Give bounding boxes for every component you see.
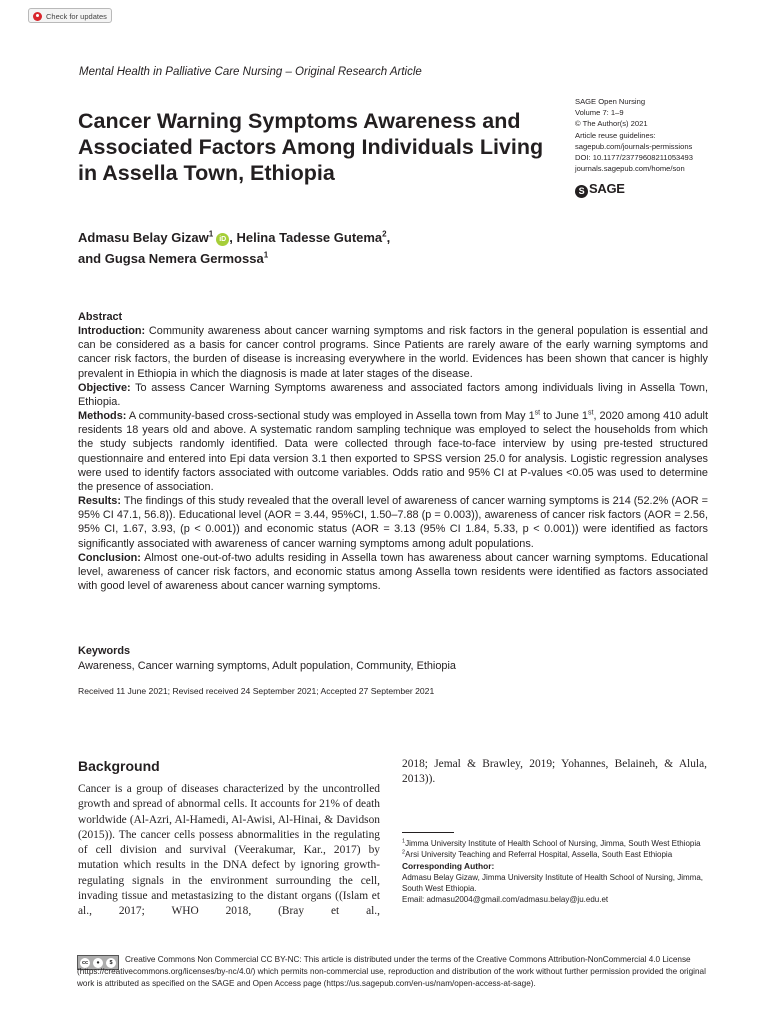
abstract-results: Results: The findings of this study revealed that the overall level of awareness of cancer warning symptoms is 214 (52.2% (AOR = 95% CI 47.1, 56.8)). Educational level (AOR = 3.44, 95%CI, 1.50–7.88 (p = 0.003)), awareness of cancer risk factors (AOR = 2.56, 95% CI, 1.67, 3.93, (p < 0.001)) and economic status (AOR = 3.13 (95% CI 1.84, 5.33, p < 0.001)) were identified as factors significantly associated with awareness of cancer warning symptoms among adult populations. (78, 495, 708, 550)
abstract-objective: Objective: To assess Cancer Warning Symptoms awareness and associated factors among individuals living in Assella Town, Ethiopia. (78, 381, 708, 408)
update-icon (33, 12, 42, 21)
background-column-1: Cancer is a group of diseases characterized by the uncontrolled growth and spread of abnormal cells. It accounts for 21% of death worldwide (Al-Azri, Al-Hamedi, Al-Awisi, Al-Hinai, & Davidson (2015)). The cancer cells possess abnormalities in the regulating of cell division and survival (Veerakumar, Kar., 2017) by mutation which results in the DNA defect by ignoring growth-regulating signals in the environment surrounding the cell, invading tissue and metastasizing to the distant organs ((Islam et al., 2017; WHO 2018, (Bray et al., (78, 783, 380, 918)
abstract-introduction: Introduction: Community awareness about cancer warning symptoms and risk factors in the general population is essential and can be considered as a basis for cancer control programs. Since Patients are rarely aware of the early warning symptoms and cancer risk factors, the burden of disease is increasing everywhere in the world. Evidences has been shown that cancer is highly prevalent in Ethiopia in which the diagnosis is made at later stages of the disease. (78, 325, 708, 380)
abstract-conclusion: Conclusion: Almost one-out-of-two adults residing in Assella town has awareness about cancer warning symptoms. Educational level, awareness of cancer risk factors, and economic status among Assella town residents were identified as factors associated with good level of awareness about cancer warning symptoms. (78, 551, 708, 592)
paper-title: Cancer Warning Symptoms Awareness and Associated Factors Among Individuals Living in Assella Town, Ethiopia (78, 109, 544, 185)
abstract-heading: Abstract (78, 311, 123, 323)
cc-icon: cc (81, 960, 89, 966)
check-for-updates-button[interactable] (28, 8, 112, 23)
journal-name: SAGE Open Nursing (575, 97, 646, 106)
background-heading: Background (78, 758, 160, 774)
check-for-updates-label: Check for updates (46, 12, 107, 21)
corresponding-email[interactable]: Email: admasu2004@gmail.com/admasu.belay@ju.edu.et (402, 895, 609, 905)
article-category: Mental Health in Palliative Care Nursing – Original Research Article (79, 66, 422, 78)
abstract-methods: Methods: A community-based cross-sectional study was employed in Assella town from May 1st to June 1st, 2020 among 410 adult residents 18 years old and above. A systematic random sampling technique was employed to select the households from which the study subjects randomly identified. Data were collected through face-to-face interview by using pre-tested structured questionnaire and entered into Epi data version 3.1 then exported to SPSS version 25.0 for analysis. Logistic regression analyses were used to identify factors associated with outcome variables. Odds ratio and 95% CI at P-values <0.05 was used to determine the presence of association. (78, 409, 708, 493)
sage-logo: S SAGE (575, 181, 625, 198)
reuse-link[interactable]: sagepub.com/journals-permissions (575, 141, 693, 151)
author-list: Admasu Belay Gizaw$^1$iD , Helina Tadesse Gutema$^2$, and Gugsa Nemera Germossa$^1$ (78, 229, 391, 266)
copyright: © The Author(s) 2021 (575, 119, 648, 129)
license-text: Creative Commons Non Commercial CC BY-NC: This article is distributed under the terms of the Creative Commons Attribution-NonCommercial 4.0 License (https://creativecommons.org/licenses/by-nc/4.0/) which permits non-commercial use, reproduction and distribution of the work without further permission provided the original work is attributed as specified on the SAGE and Open Access page (https://us.sagepub.com/en-us/nam/open-access-at-sage). (77, 955, 706, 988)
by-icon: ● (93, 958, 103, 968)
keywords-list: Awareness, Cancer warning symptoms, Adult population, Community, Ethiopia (78, 660, 456, 672)
orcid-icon[interactable]: iD (216, 233, 229, 246)
corresponding-author-label: Corresponding Author: (402, 860, 495, 871)
affiliation-2: $^2$Arsi University Teaching and Referral Hospital, Assella, South East Ethiopia (402, 849, 673, 860)
reuse-guidelines: Article reuse guidelines: (575, 130, 656, 140)
submission-dates: Received 11 June 2021; Revised received 24 September 2021; Accepted 27 September 2021 (78, 686, 435, 696)
affiliation-1: $^1$Jimma University Institute of Health School of Nursing, Jimma, South West Ethiopia (402, 838, 701, 848)
sage-logo-icon: S (575, 185, 588, 198)
journal-metadata (575, 96, 745, 174)
author-2-affil: 2 (382, 229, 387, 239)
background-column-2: 2018; Jemal & Brawley, 2019; Yohannes, Belaineh, & Alula, 2013)). (402, 758, 707, 786)
affiliations (402, 838, 708, 906)
corresponding-author: Admasu Belay Gizaw, Jimma University Institute of Health School of Nursing, Jimma, South West Ethiopia. (402, 872, 703, 894)
footnote-divider (402, 832, 454, 833)
author-3: and Gugsa Nemera Germossa (78, 251, 264, 266)
nc-icon: $ (106, 958, 116, 968)
keywords (78, 644, 708, 673)
doi[interactable]: DOI: 10.1177/23779608211053493 (575, 153, 693, 163)
journal-volume: Volume 7: 1–9 (575, 108, 624, 118)
author-1-affil: 1 (208, 229, 214, 239)
keywords-heading: Keywords (78, 645, 131, 657)
journal-homepage-link[interactable]: journals.sagepub.com/home/son (575, 164, 685, 174)
abstract (78, 310, 708, 593)
author-2: , Helina Tadesse Gutema (229, 230, 383, 245)
author-1: Admasu Belay Gizaw (78, 230, 209, 245)
author-3-affil: 1 (263, 250, 269, 260)
